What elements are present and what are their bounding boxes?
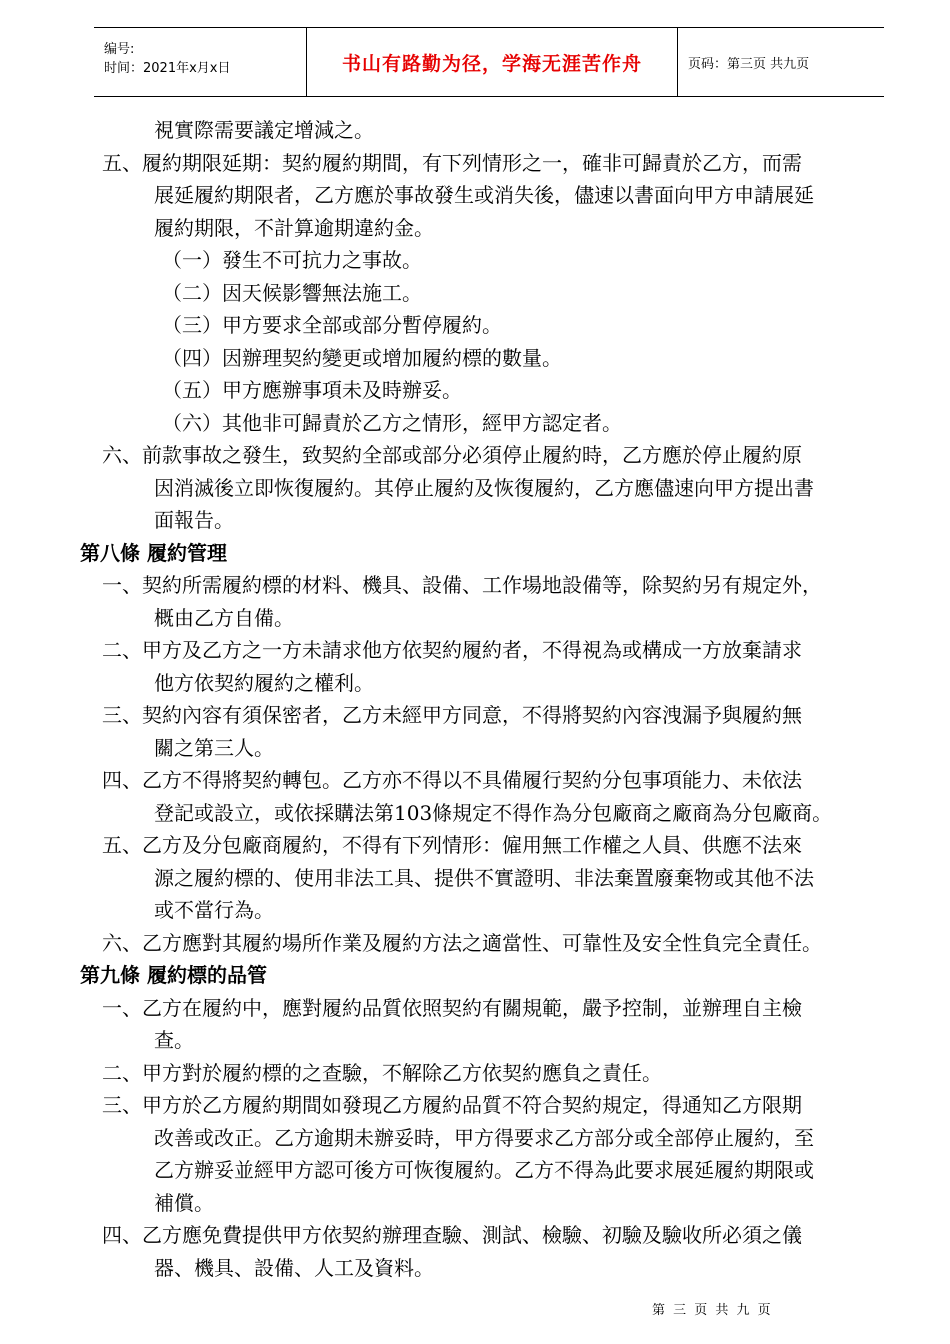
paragraph-line: 四、乙方應免費提供甲方依契約辦理查驗、測試、檢驗、初驗及驗收所必須之儀: [102, 1223, 802, 1247]
paragraph-line: 五、乙方及分包廠商履約，不得有下列情形：僱用無工作權之人員、供應不法來: [102, 833, 802, 857]
paragraph-line: 他方依契約履約之權利。: [154, 670, 374, 695]
paragraph-line: 或不當行為。: [154, 898, 274, 922]
paragraph-line: （一）發生不可抗力之事故。: [162, 248, 422, 272]
paragraph-line: 概由乙方自備。: [154, 605, 294, 630]
paragraph-line: 二、甲方及乙方之一方未請求他方依契約履約者，不得視為或構成一方放棄請求: [102, 638, 802, 662]
paragraph-line: 五、履約期限延期：契約履約期間，有下列情形之一，確非可歸責於乙方，而需: [102, 150, 802, 175]
paragraph-line: 視實際需要議定增減之。: [154, 118, 374, 142]
document-body: [80, 114, 900, 1284]
paragraph-line: 關之第三人。: [154, 735, 274, 760]
paragraph-line: （六）其他非可歸責於乙方之情形，經甲方認定者。: [162, 410, 622, 435]
section-heading: 第八條 履約管理: [80, 540, 227, 565]
doc-code-label: 编号:: [104, 42, 135, 57]
paragraph-line: 一、乙方在履約中，應對履約品質依照契約有關規範，嚴予控制，並辦理自主檢: [102, 995, 802, 1020]
paragraph-line: 面報告。: [154, 508, 234, 532]
paragraph-line: 六、前款事故之發生，致契約全部或部分必須停止履約時，乙方應於停止履約原: [102, 443, 802, 467]
motto-text: 书山有路勤为径，学海无涯苦作舟: [341, 52, 642, 75]
header-meta: [94, 28, 307, 96]
header-page-info: [678, 28, 809, 96]
paragraph-line: 展延履約期限者，乙方應於事故發生或消失後，儘速以書面向甲方申請展延: [154, 183, 814, 207]
paragraph-line: 改善或改正。乙方逾期未辦妥時，甲方得要求乙方部分或全部停止履約，至: [154, 1125, 814, 1150]
paragraph-line: （三）甲方要求全部或部分暫停履約。: [162, 313, 502, 337]
paragraph-line: 器、機具、設備、人工及資料。: [154, 1255, 434, 1280]
paragraph-line: 一、契約所需履約標的材料、機具、設備、工作場地設備等，除契約另有規定外，: [102, 573, 822, 597]
paragraph-line: （五）甲方應辦事項未及時辦妥。: [162, 378, 462, 402]
paragraph-line: 源之履約標的、使用非法工具、提供不實證明、非法棄置廢棄物或其他不法: [154, 865, 814, 890]
paragraph-line: 三、甲方於乙方履約期間如發現乙方履約品質不符合契約規定，得通知乙方限期: [102, 1093, 802, 1117]
section-heading: 第九條 履約標的品管: [80, 963, 267, 987]
paragraph-line: 二、甲方對於履約標的之查驗，不解除乙方依契約應負之責任。: [102, 1060, 662, 1085]
page-footer: 第 三 页 共 九 页: [652, 1303, 773, 1318]
paragraph-line: 登記或設立，或依採購法第103條規定不得作為分包廠商之廠商為分包廠商。: [154, 800, 833, 825]
paragraph-line: 查。: [154, 1028, 194, 1052]
paragraph-line: 三、契約內容有須保密者，乙方未經甲方同意，不得將契約內容洩漏予與履約無: [102, 703, 802, 727]
paragraph-line: （四）因辦理契約變更或增加履約標的數量。: [162, 345, 562, 370]
doc-date: 时间：2021年x月x日: [104, 61, 231, 76]
paragraph-line: 六、乙方應對其履約場所作業及履約方法之適當性、可靠性及安全性負完全責任。: [102, 930, 822, 955]
header-motto: [307, 28, 678, 96]
paragraph-line: （二）因天候影響無法施工。: [162, 280, 422, 305]
paragraph-line: 因消滅後立即恢復履約。其停止履約及恢復履約，乙方應儘速向甲方提出書: [154, 475, 814, 500]
paragraph-line: 乙方辦妥並經甲方認可後方可恢復履約。乙方不得為此要求展延履約期限或: [154, 1158, 814, 1182]
page-header: [94, 27, 884, 97]
paragraph-line: 四、乙方不得將契約轉包。乙方亦不得以不具備履行契約分包事項能力、未依法: [102, 768, 802, 792]
page-info-text: 页码：第三页 共九页: [688, 56, 810, 72]
paragraph-line: 補償。: [154, 1190, 214, 1215]
paragraph-line: 履約期限，不計算逾期違約金。: [154, 215, 434, 240]
